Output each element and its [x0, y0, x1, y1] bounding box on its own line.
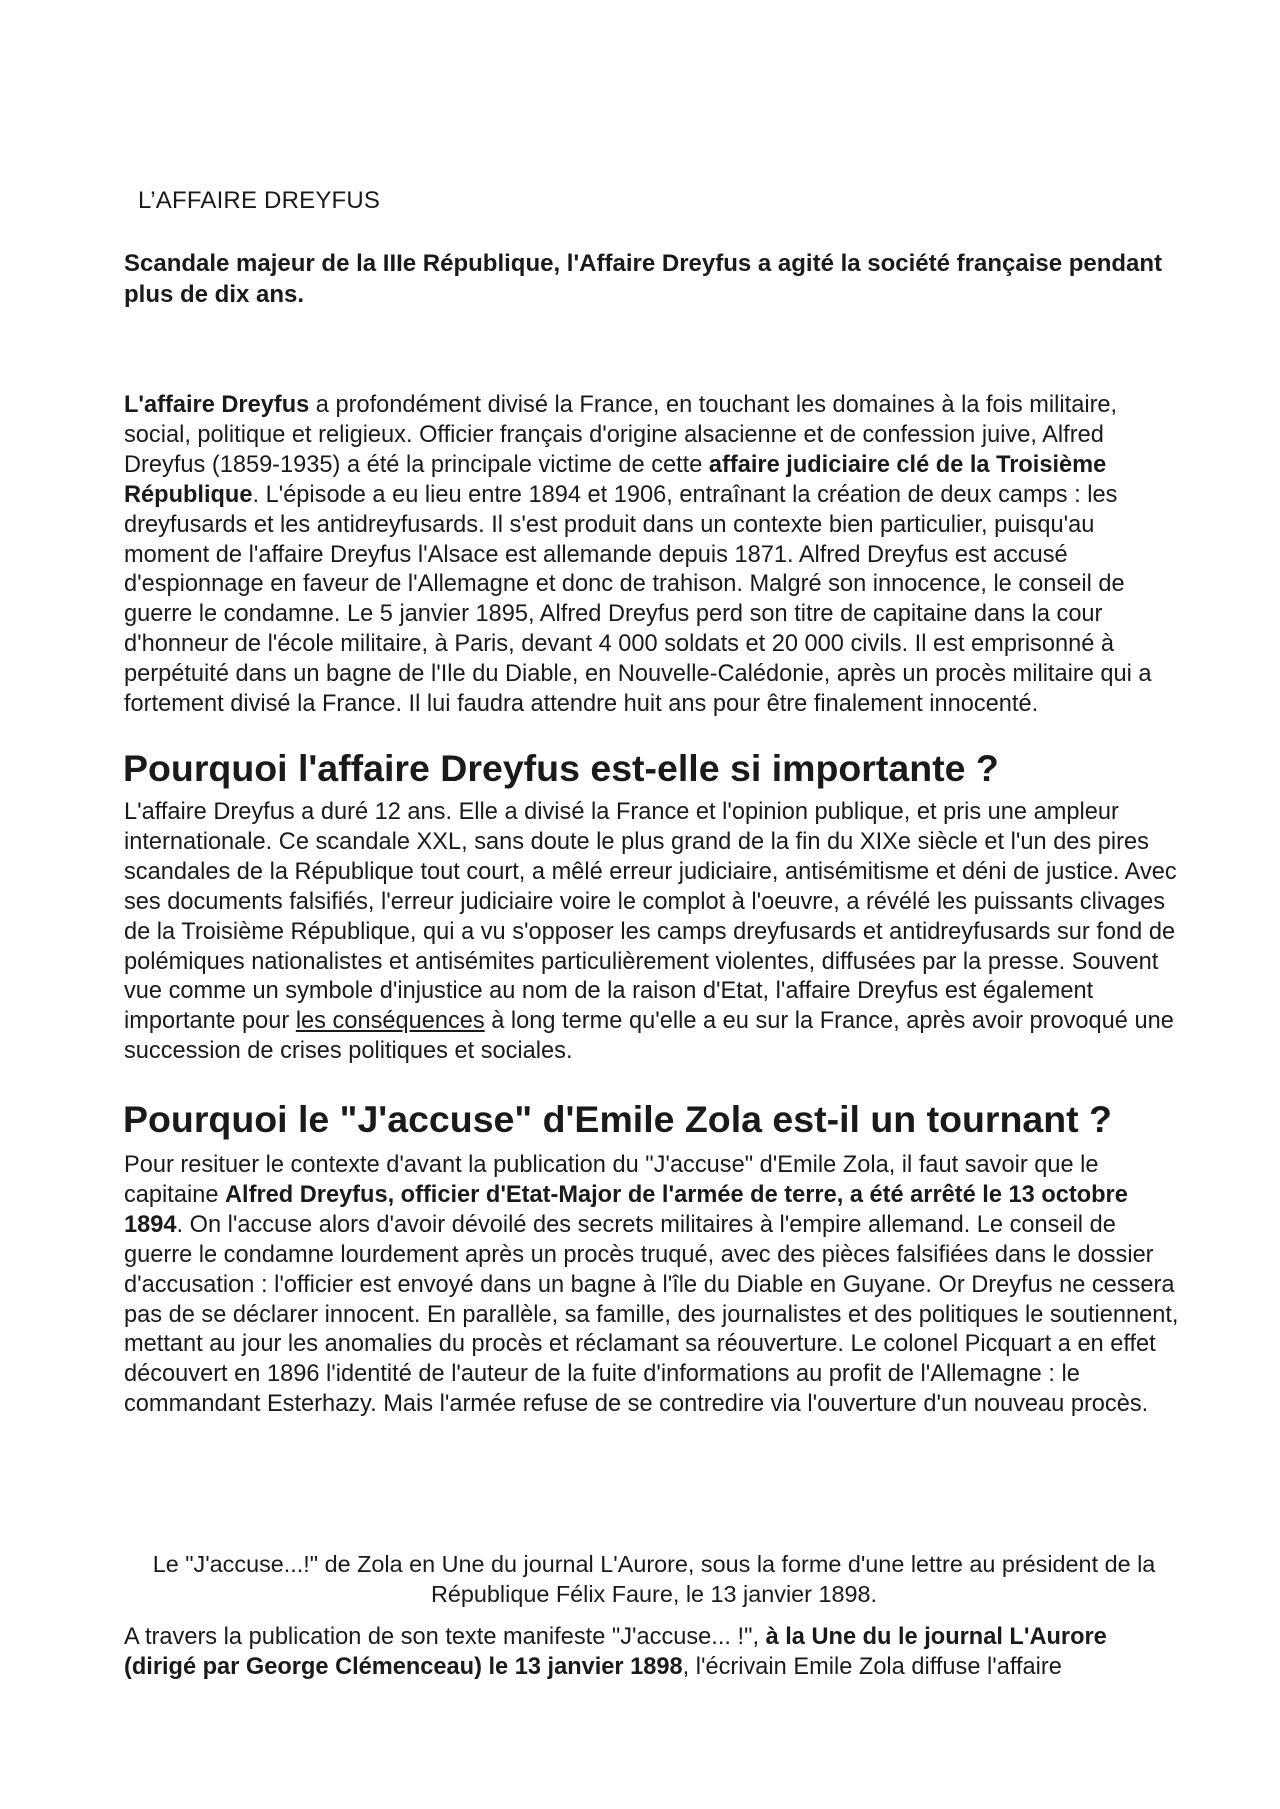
- bold-text: L'affaire Dreyfus: [124, 392, 310, 418]
- consequences-link[interactable]: les conséquences: [295, 1008, 485, 1035]
- body-text: a profondément divisé la France, en touchant les domaines à la fois militaire, social, politique et religieux. Officier français d'origine alsacienne et de confession juive, Alfred Dreyfus (1859-1935) a été la principale victime de cette: [124, 392, 1118, 478]
- document-title: L’AFFAIRE DREYFUS: [138, 187, 381, 214]
- context-paragraph: [124, 1151, 1184, 1420]
- body-text: Pour resituer le contexte d'avant la publication du "J'accuse" d'Emile Zola, il faut savoir que le capitaine: [124, 1152, 1099, 1208]
- intro-paragraph: [124, 391, 1184, 720]
- image-caption: Le "J'accuse...!" de Zola en Une du journal L'Aurore, sous la forme d'une lettre au président de la République Félix Faure, le 13 janvier 1898.: [152, 1551, 1156, 1607]
- body-text: , l'écrivain Emile Zola diffuse l'affaire: [682, 1653, 1062, 1680]
- importance-paragraph: [124, 798, 1184, 1067]
- body-text: . On l'accuse alors d'avoir dévoilé des secrets militaires à l'empire allemand. Le conseil de guerre le condamne lourdement après un procès truqué, avec des pièces falsifiées dans le dossier d'accusation : l'officier est envoyé dans un bagne à l'île du Diable en Guyane. Or Dreyfus ne cessera pas de se déclarer innocent. En parallèle, sa famille, des journalistes et des politiques le soutiennent, mettant au jour les anomalies du procès et réclamant sa réouverture. Le colonel Picquart a en effet découvert en 1896 l'identité de l'auteur de la fuite d'informations au profit de l'Allemagne : le commandant Esterhazy. Mais l'armée refuse de se contredire via l'ouverture d'un nouveau procès.: [124, 1211, 1179, 1418]
- body-text: L'affaire Dreyfus a duré 12 ans. Elle a divisé la France et l'opinion publique, et pris une ampleur internationale. Ce scandale XXL, sans doute le plus grand de la fin du XIXe siècle et l'un des pires scandales de la République tout court, a mêlé erreur judiciaire, antisémitisme et déni de justice. Avec ses documents falsifiés, l'erreur judiciaire voire le complot à l'oeuvre, a révélé les puissants clivages de la Troisième République, qui a vu s'opposer les camps dreyfusards et antidreyfusards sur fond de polémiques nationalistes et antisémites particulièrement violentes, diffusées par la presse. Souvent vue comme un symbole d'injustice au nom de la raison d'Etat, l'affaire Dreyfus est également importante pour: [124, 799, 1177, 1035]
- bold-text: Alfred Dreyfus, officier d'Etat-Major de l'armée de terre, a été arrêté le 13 octobre 1894: [124, 1181, 1128, 1238]
- section-heading-importance: Pourquoi l'affaire Dreyfus est-elle si importante ?: [123, 747, 999, 789]
- zola-paragraph: [124, 1623, 1184, 1683]
- body-text: . L'épisode a eu lieu entre 1894 et 1906, entraînant la création de deux camps : les dreyfusards et les antidreyfusards. Il s'est produit dans un contexte bien particulier, puisqu'au moment de l'affaire Dreyfus l'Alsace est allemande depuis 1871. Alfred Dreyfus est accusé d'espionnage en faveur de l'Allemagne et donc de trahison. Malgré son innocence, le conseil de guerre le condamne. Le 5 janvier 1895, Alfred Dreyfus perd son titre de capitaine dans la cour d'honneur de l'école militaire, à Paris, devant 4 000 soldats et 20 000 civils. Il est emprisonné à perpétuité dans un bagne de l'Ile du Diable, en Nouvelle-Calédonie, après un procès militaire qui a fortement divisé la France. Il lui faudra attendre huit ans pour être finalement innocenté.: [124, 481, 1152, 718]
- bold-text: à la Une du le journal L'Aurore (dirigé par George Clémenceau) le 13 janvier 1898: [124, 1624, 1107, 1680]
- section-heading-jaccuse: Pourquoi le "J'accuse" d'Emile Zola est-il un tournant ?: [123, 1098, 1112, 1140]
- lead-paragraph: Scandale majeur de la IIIe République, l'Affaire Dreyfus a agité la société française pendant plus de dix ans.: [124, 250, 1163, 308]
- body-text: à long terme qu'elle a eu sur la France, après avoir provoqué une succession de crises politiques et sociales.: [124, 1008, 1174, 1065]
- bold-text: affaire judiciaire clé de la Troisième République: [124, 451, 1107, 508]
- body-text: A travers la publication de son texte manifeste "J'accuse... !",: [124, 1624, 766, 1650]
